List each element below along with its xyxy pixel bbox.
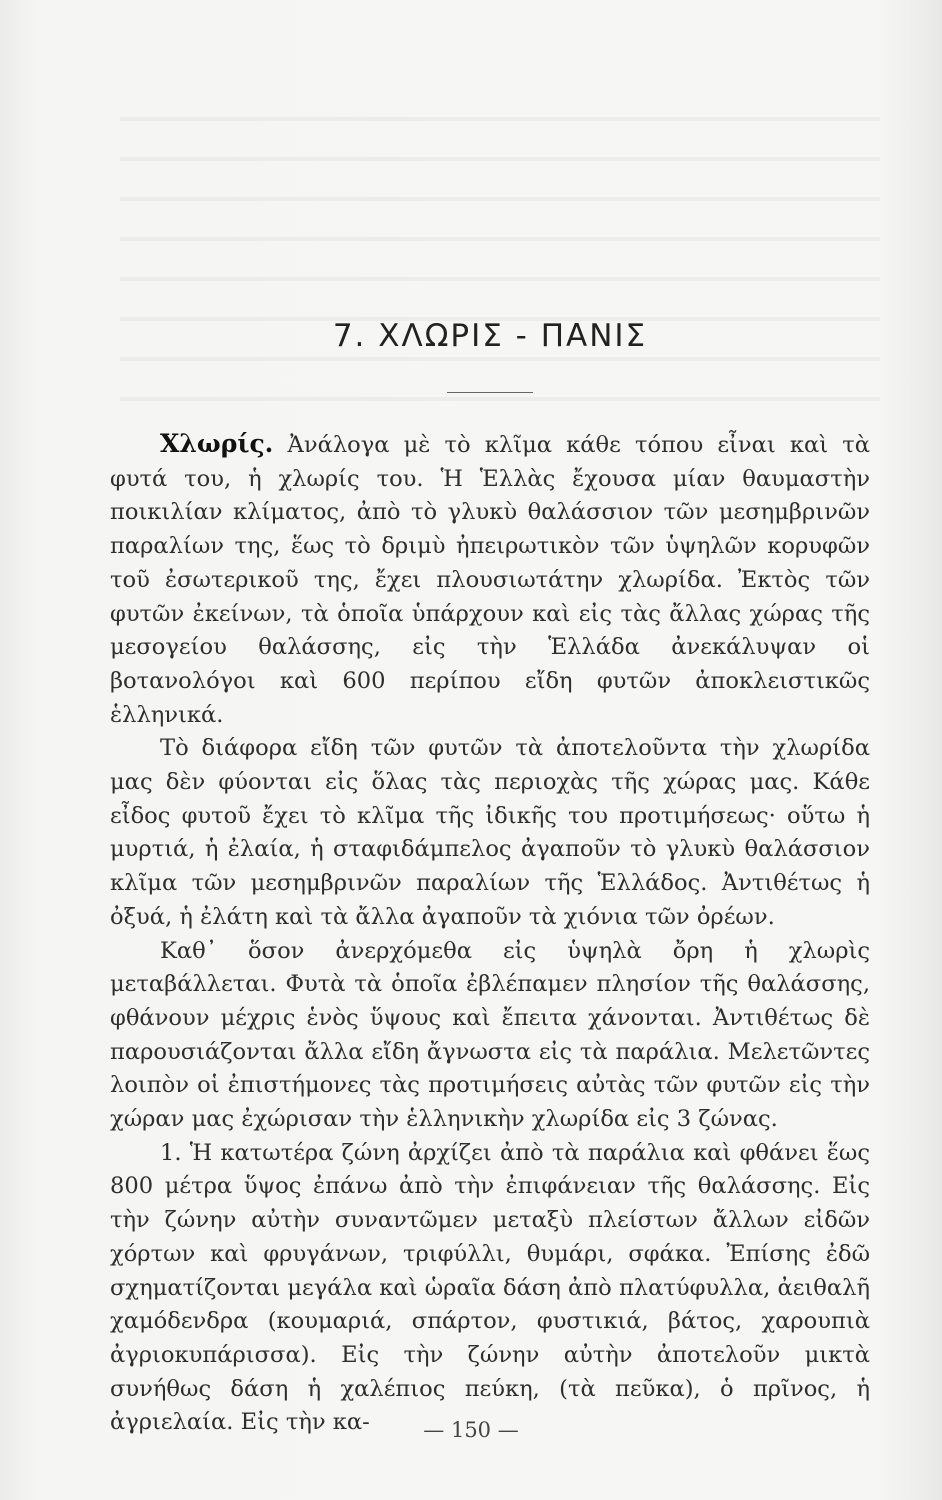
paragraph-2: Τὸ διάφορα εἴδη τῶν φυτῶν τὰ ἀποτελοῦντα τὴν χλωρίδα μας δὲν φύονται εἰς ὅλας τὰς περιοχὰς τῆς χώρας μας. Κάθε εἶδος φυτοῦ ἔχει τὸ κλῖμα τῆς ἰδικῆς του προτιμήσεως· οὕτω ἡ μυρτιά, ἡ ἐλαία, ἡ σταφιδάμπελος ἀγαποῦν τὸ γλυκὺ θαλάσσιον κλῖμα τῶν μεσημβρινῶν παραλίων τῆς Ἑλλάδος. Ἀντιθέτως ἡ ὀξυά, ἡ ἐλάτη καὶ τὰ ἄλλα ἀγαποῦν τὰ χιόνια τῶν ὀρέων. <box>110 735 870 930</box>
lead-word: Χλωρίς. <box>160 429 274 458</box>
paragraph-1 <box>110 427 870 732</box>
paragraph-1-text: Ἀνάλογα μὲ τὸ κλῖμα κάθε τόπου εἶναι καὶ τὰ φυτά του, ἡ χλωρίς του. Ἡ Ἑλλὰς ἔχουσα μίαν θαυμαστὴν ποικιλίαν κλίματος, ἀπὸ τὸ γλυκὺ θαλάσσιον τῶν μεσημβρινῶν παραλίων της, ἕως τὸ δριμὺ ἠπειρωτικὸν τῶν ὑψηλῶν κορυφῶν τοῦ ἐσωτερικοῦ της, ἔχει πλουσιωτάτην χλωρίδα. Ἐκτὸς τῶν φυτῶν ἐκείνων, τὰ ὁποῖα ὑπάρχουν καὶ εἰς τὰς ἄλλας χώρας τῆς μεσογείου θαλάσσης, εἰς τὴν Ἑλλάδα ἀνεκάλυψαν οἱ βοτανολόγοι καὶ 600 περίπου εἴδη φυτῶν ἀποκλειστικῶς ἑλληνικά. <box>110 432 870 728</box>
page-number: — 150 — <box>423 1418 519 1442</box>
page-content <box>110 300 870 1440</box>
paragraph-3: Καθ᾽ ὅσον ἀνερχόμεθα εἰς ὑψηλὰ ὄρη ἡ χλωρὶς μεταβάλλεται. Φυτὰ τὰ ὁποῖα ἐβλέπαμεν πλησίον τῆς θαλάσσης, φθάνουν μέχρις ἑνὸς ὕψους καὶ ἔπειτα χάνονται. Ἀντιθέτως δὲ παρουσιάζονται ἄλλα εἴδη ἄγνωστα εἰς τὰ παράλια. Μελετῶντες λοιπὸν οἱ ἐπιστήμονες τὰς προτιμήσεις αὐτὰς τῶν φυτῶν εἰς τὴν χώραν μας ἐχώρισαν τὴν ἑλληνικὴν χλωρίδα εἰς 3 ζώνας. <box>110 937 870 1133</box>
paragraph-4: 1. Ἡ κατωτέρα ζώνη ἀρχίζει ἀπὸ τὰ παράλια καὶ φθάνει ἕως 800 μέτρα ὕψος ἐπάνω ἀπὸ τὴν ἐπιφάνειαν τῆς θαλάσσης. Εἰς τὴν ζώνην αὐτὴν συναντῶμεν μεταξὺ πλείστων ἄλλων εἰδῶν χόρτων καὶ φρυγάνων, τριφύλλι, θυμάρι, σφάκα. Ἐπίσης ἐδῶ σχηματίζονται μεγάλα καὶ ὡραῖα δάση ἀπὸ πλατύφυλλα, ἀειθαλῆ χαμόδενδρα (κουμαριά, σπάρτον, φυστικιά, βάτος, χαρουπιὰ ἀγριοκυπάρισσα). Εἰς τὴν ζώνην αὐτὴν ἀποτελοῦν μικτὰ συνήθως δάση ἡ χαλέπιος πεύκη, (τὰ πεῦκα), ὁ πρῖνος, ἡ ἀγριελαία. Εἰς τὴν κα- <box>110 1139 870 1436</box>
chapter-title: 7. ΧΛΩΡΙΣ - ΠΑΝΙΣ <box>332 318 648 354</box>
title-rule <box>447 392 533 393</box>
